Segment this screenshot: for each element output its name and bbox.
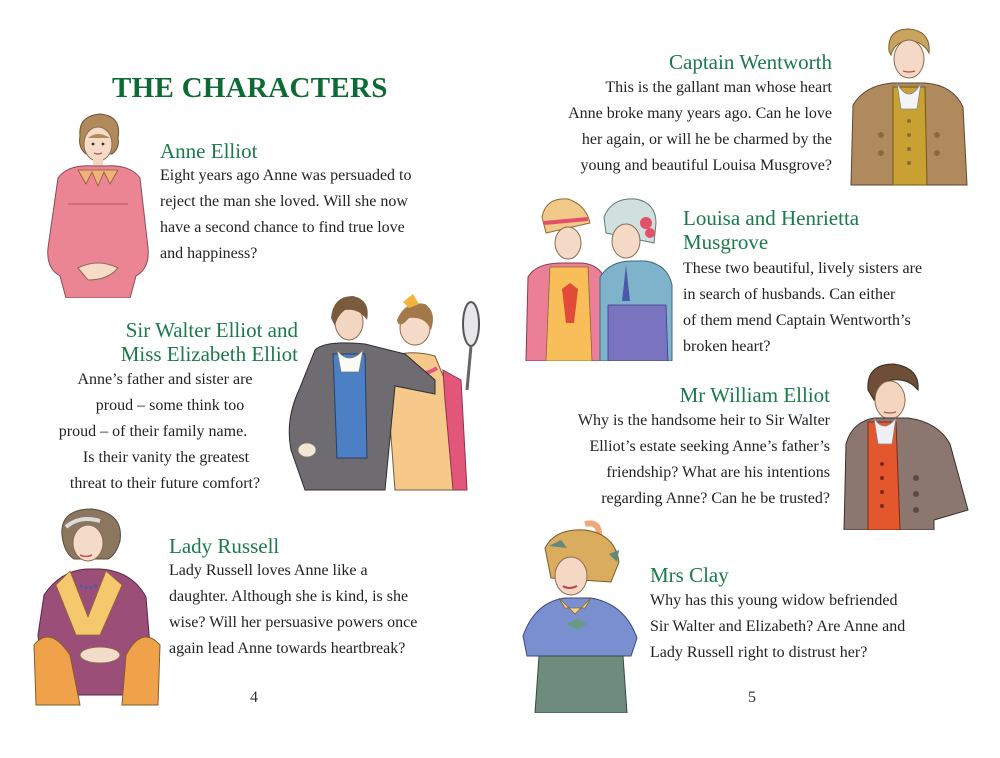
character-description-mrs-clay [650,588,905,666]
older-woman-shawl-illustration [30,505,165,710]
description-line: again lead Anne towards heartbreak? [169,640,406,657]
character-name-mr-william-elliot: Mr William Elliot [679,383,830,407]
description-line: Sir Walter and Elizabeth? Are Anne and [650,618,906,635]
description-line: Why is the handsome heir to Sir Walter [577,412,830,429]
name-line: Sir Walter Elliot and [125,318,298,342]
description-line: Elliot’s estate seeking Anne’s father’s [589,438,830,455]
character-description-anne-elliot [160,163,411,267]
description-line: reject the man she loved. Will she now [160,193,408,210]
description-line: This is the gallant man whose heart [605,79,832,96]
description-line: her again, or will he be charmed by the [581,131,832,148]
character-description-mr-william-elliot [520,408,830,512]
character-name-mrs-clay: Mrs Clay [650,563,729,587]
description-line: proud – some think too [95,397,245,414]
woman-pink-dress-illustration [38,108,158,298]
description-line: broken heart? [683,338,771,355]
description-line: Why has this young widow befriended [650,592,898,609]
description-line: daughter. Although she is kind, is she [169,588,409,605]
character-description-lady-russell [169,558,417,662]
two-sisters-bonnets-illustration [522,193,677,361]
description-line: Anne’s father and sister are [77,371,253,388]
man-and-woman-with-mirror-illustration [285,290,485,500]
character-name-sir-walter-and-elizabeth [60,318,298,366]
description-line: These two beautiful, lively sisters are [683,260,923,277]
description-line: regarding Anne? Can he be trusted? [601,490,830,507]
character-description-sir-walter-and-elizabeth [40,367,290,497]
description-line: proud – of their family name. [58,423,248,440]
character-name-anne-elliot: Anne Elliot [160,139,258,163]
description-line: have a second chance to find true love [160,219,405,236]
character-name-captain-wentworth: Captain Wentworth [669,50,832,74]
man-grey-coat-red-waistcoat-illustration [838,360,973,530]
description-line: Eight years ago Anne was persuaded to [160,167,412,184]
character-description-captain-wentworth [520,75,832,179]
description-line: young and beautiful Louisa Musgrove? [580,157,832,174]
character-name-louisa-and-henrietta [683,206,859,254]
description-line: Is their vanity the greatest [82,449,250,466]
character-description-louisa-and-henrietta [683,256,922,360]
name-line: Musgrove [683,230,769,254]
description-line: Anne broke many years ago. Can he love [568,105,832,122]
page-number-right: 5 [748,689,756,706]
page-title: THE CHARACTERS [112,72,388,104]
description-line: wise? Will her persuasive powers once [169,614,418,631]
page-number-left: 4 [250,689,258,706]
woman-bonnet-blue-cape-illustration [515,518,645,713]
description-line: Lady Russell right to distrust her? [650,644,868,661]
name-line: Louisa and Henrietta [683,206,860,230]
description-line: Lady Russell loves Anne like a [169,562,368,579]
description-line: and happiness? [160,245,258,262]
name-line: Miss Elizabeth Elliot [120,342,298,366]
description-line: friendship? What are his intentions [606,464,830,481]
description-line: threat to their future comfort? [69,475,261,492]
man-brown-coat-illustration [845,25,970,195]
description-line: in search of husbands. Can either [683,286,896,303]
character-name-lady-russell: Lady Russell [169,534,280,558]
description-line: of them mend Captain Wentworth’s [683,312,911,329]
